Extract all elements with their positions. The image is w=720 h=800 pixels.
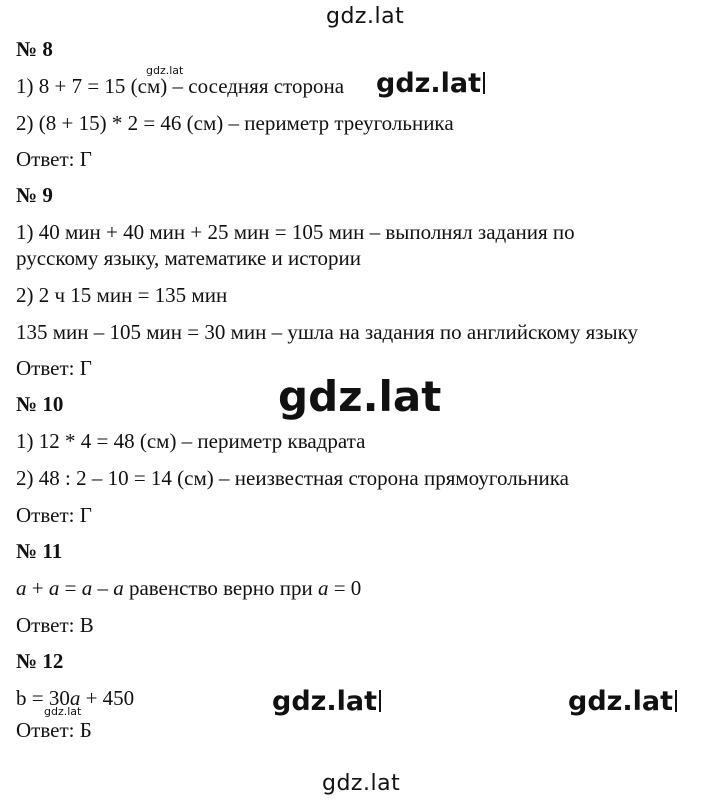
watermark-mid-text: gdz.lat — [568, 686, 674, 717]
watermark-bar — [483, 72, 485, 94]
task-9-line-3: 135 мин – 105 мин = 30 мин – ушла на задания по английскому языку — [16, 320, 639, 344]
watermark-mid-text: gdz.lat — [272, 686, 378, 717]
task-10-line-2: 2) 48 : 2 – 10 = 14 (см) – неизвестная сторона прямоугольника — [16, 466, 569, 490]
equals-sign: = — [59, 576, 82, 600]
watermark-bottom: gdz.lat — [322, 771, 401, 796]
task-10-answer: Ответ: Г — [16, 503, 92, 527]
task-11-equation — [16, 576, 361, 600]
watermark-small: gdz.lat — [146, 64, 184, 77]
task-9-answer: Ответ: Г — [16, 356, 92, 380]
plus-sign: + — [26, 576, 49, 600]
watermark-mid — [374, 68, 487, 99]
task-9-line-2: 2) 2 ч 15 мин = 135 мин — [16, 283, 228, 307]
var-a: a — [113, 576, 124, 600]
task-9-line-1b: русскому языку, математике и истории — [16, 246, 361, 270]
formula-lhs: b = 30 — [16, 686, 70, 710]
task-11-heading: № 11 — [16, 539, 63, 563]
watermark-mid-text: gdz.lat — [376, 68, 482, 99]
task-9-line-1a: 1) 40 мин + 40 мин + 25 мин = 105 мин – выполнял задания по — [16, 220, 575, 244]
var-a: a — [81, 576, 93, 600]
var-a: a — [48, 576, 60, 600]
watermark-mid-3 — [566, 686, 679, 717]
equation-zero: = 0 — [328, 576, 362, 600]
task-8-line-2: 2) (8 + 15) * 2 = 46 (см) – периметр треугольника — [16, 111, 454, 135]
equation-text: равенство верно при — [123, 576, 318, 600]
var-a: a — [317, 576, 329, 600]
task-8-line-1: 1) 8 + 7 = 15 (см) – соседняя сторона — [16, 74, 345, 98]
task-12-heading: № 12 — [16, 649, 64, 673]
task-10-heading: № 10 — [16, 392, 64, 416]
minus-sign: – — [92, 576, 114, 600]
task-12-answer: Ответ: Б — [16, 718, 92, 742]
watermark-top: gdz.lat — [326, 4, 405, 29]
task-11-answer: Ответ: В — [16, 613, 94, 637]
var-a: a — [16, 576, 27, 600]
task-9-heading: № 9 — [16, 183, 53, 207]
watermark-center: gdz.lat — [278, 372, 442, 421]
task-8-heading: № 8 — [16, 37, 53, 61]
task-10-line-1: 1) 12 * 4 = 48 (см) – периметр квадрата — [16, 429, 366, 453]
watermark-bar — [675, 690, 677, 712]
var-a: a — [69, 686, 81, 710]
formula-rhs: + 450 — [80, 686, 135, 710]
watermark-mid-2 — [270, 686, 383, 717]
task-8-answer: Ответ: Г — [16, 147, 92, 171]
watermark-bar — [379, 690, 381, 712]
watermark-small-2: gdz.lat — [44, 705, 82, 718]
